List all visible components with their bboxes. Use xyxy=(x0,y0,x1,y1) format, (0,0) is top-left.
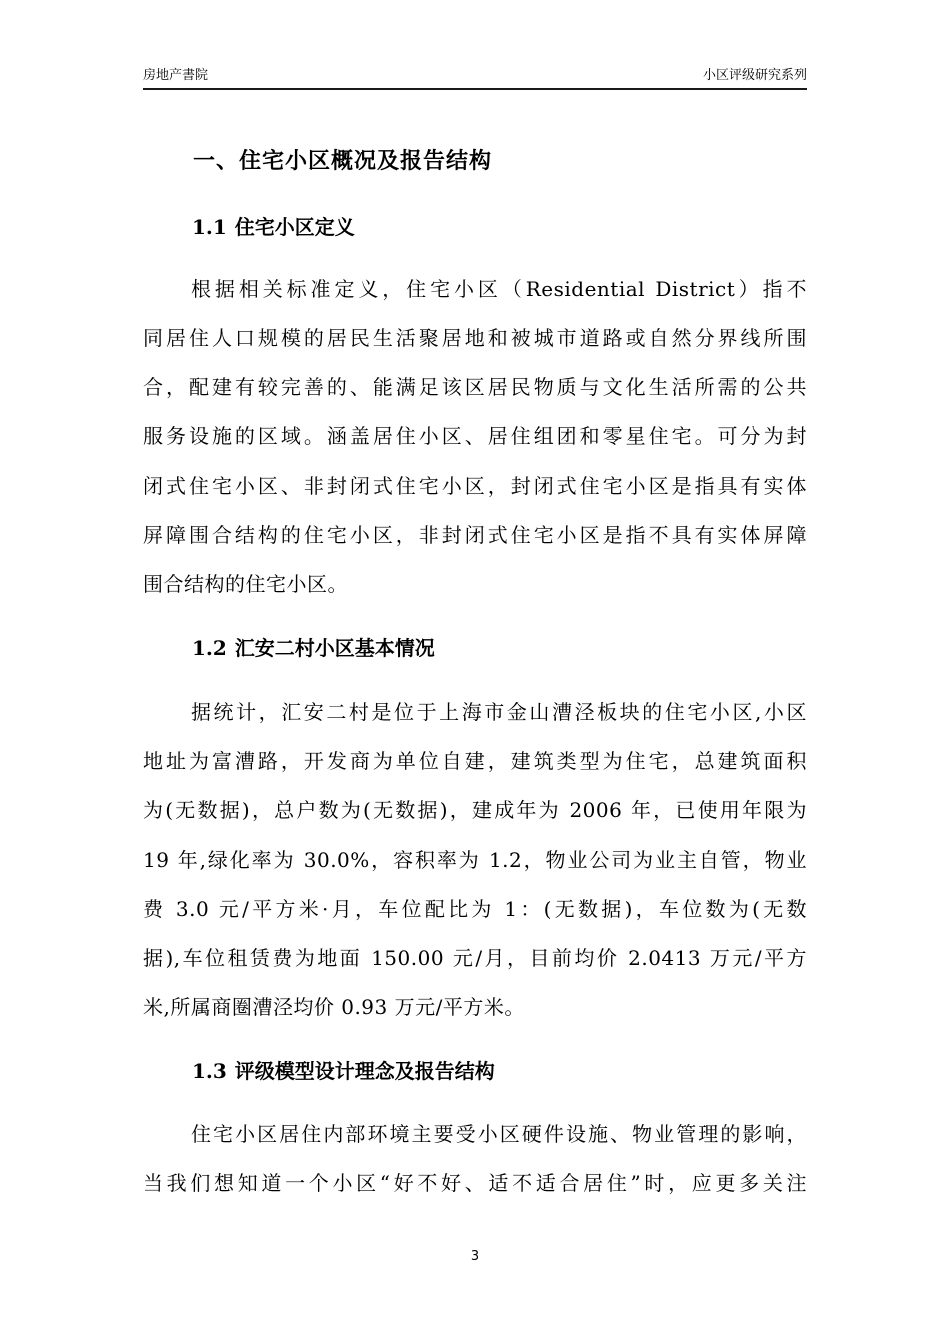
paragraph-line: 合，配建有较完善的、能满足该区居民物质与文化生活所需的公共 xyxy=(143,375,807,399)
section-number: 1.3 xyxy=(192,1059,227,1083)
header-publisher: 房地产書院 xyxy=(143,68,209,83)
section-heading-1-3 xyxy=(192,1056,495,1086)
page-number: 3 xyxy=(470,1249,480,1264)
paragraph-line: 服务设施的区域。涵盖居住小区、居住组团和零星住宅。可分为封 xyxy=(143,424,807,448)
section-title: 汇安二村小区基本情况 xyxy=(234,636,435,660)
paragraph-line: 住宅小区居住内部环境主要受小区硬件设施、物业管理的影响， xyxy=(191,1122,807,1146)
paragraph-line: 闭式住宅小区、非封闭式住宅小区，封闭式住宅小区是指具有实体 xyxy=(143,474,807,498)
header-series-title: 小区评级研究系列 xyxy=(702,68,807,83)
paragraph-line: 19 年,绿化率为 30.0%，容积率为 1.2，物业公司为业主自管，物业 xyxy=(143,848,807,872)
page-header xyxy=(143,66,807,90)
paragraph-line: 同居住人口规模的居民生活聚居地和被城市道路或自然分界线所围 xyxy=(143,326,807,350)
paragraph-line: 屏障围合结构的住宅小区，非封闭式住宅小区是指不具有实体屏障 xyxy=(143,523,807,547)
paragraph-line: 地址为富漕路，开发商为单位自建，建筑类型为住宅，总建筑面积 xyxy=(143,749,807,773)
paragraph-line: 为(无数据)，总户数为(无数据)，建成年为 2006 年，已使用年限为 xyxy=(143,798,807,822)
section-title: 评级模型设计理念及报告结构 xyxy=(234,1059,495,1083)
paragraph-line: 米,所属商圈漕泾均价 0.93 万元/平方米。 xyxy=(143,995,525,1019)
section-number: 1.1 xyxy=(192,215,227,239)
chapter-title: 一、住宅小区概况及报告结构 xyxy=(193,149,493,174)
paragraph-line: 当我们想知道一个小区“好不好、适不适合居住”时，应更多关注 xyxy=(143,1171,807,1195)
paragraph-line: 费 3.0 元/平方米·月，车位配比为 1：(无数据)，车位数为(无数 xyxy=(143,897,807,921)
section-heading-1-2 xyxy=(192,633,435,663)
section-number: 1.2 xyxy=(192,636,227,660)
paragraph-line: 根据相关标准定义，住宅小区（Residential District）指不 xyxy=(191,277,807,301)
section-title: 住宅小区定义 xyxy=(234,215,355,239)
paragraph-line: 围合结构的住宅小区。 xyxy=(143,572,348,596)
section-heading-1-1 xyxy=(192,212,355,242)
paragraph-line: 据统计，汇安二村是位于上海市金山漕泾板块的住宅小区,小区 xyxy=(191,700,807,724)
paragraph-line: 据),车位租赁费为地面 150.00 元/月，目前均价 2.0413 万元/平方 xyxy=(143,946,807,970)
